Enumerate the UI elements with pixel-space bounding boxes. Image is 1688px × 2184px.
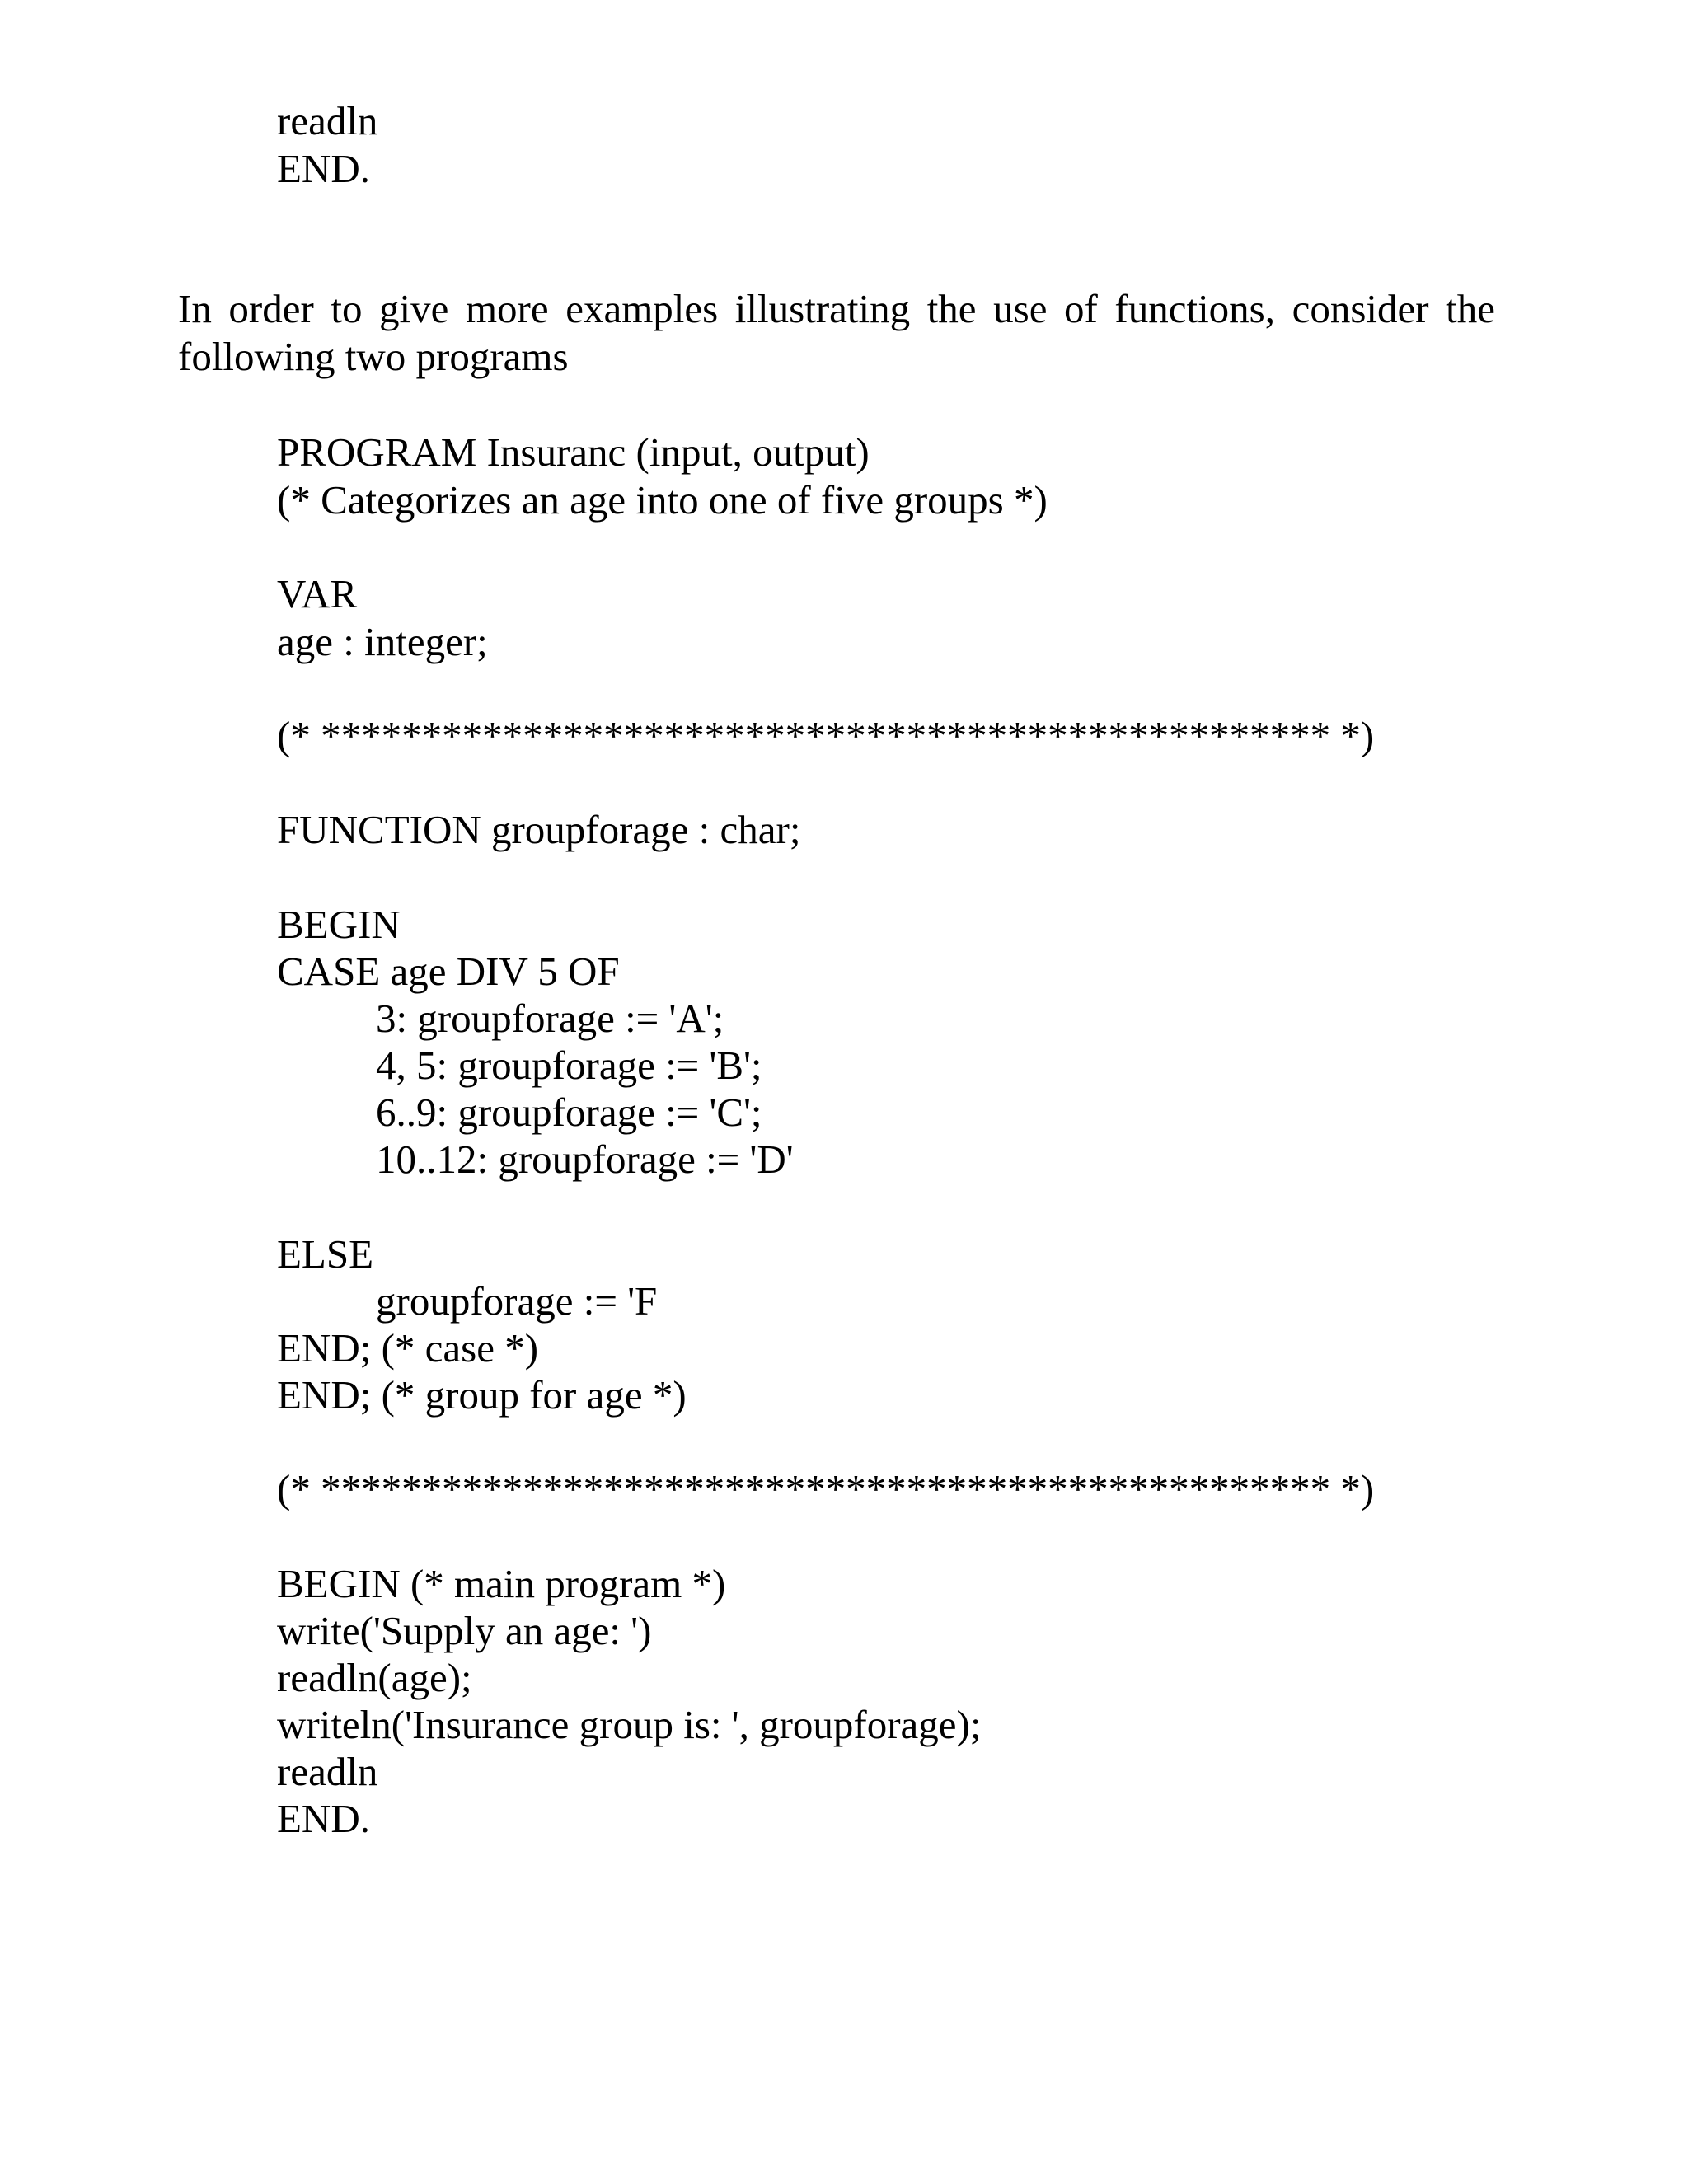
main-code-line: writeln('Insurance group is: ', groupforage); (277, 1702, 982, 1747)
case-item: 4, 5: groupforage := 'B'; (376, 1043, 762, 1088)
code-line-end: END. (277, 146, 370, 191)
case-line: CASE age DIV 5 OF (277, 949, 620, 994)
else-statement: groupforage := 'F (376, 1278, 658, 1324)
main-code-line: write('Supply an age: ') (277, 1608, 652, 1653)
case-item: 3: groupforage := 'A'; (376, 996, 724, 1041)
main-begin-line: BEGIN (* main program *) (277, 1561, 726, 1606)
code-line-readln: readln (277, 98, 378, 143)
program-header: PROGRAM Insuranc (input, output) (277, 429, 870, 475)
main-code-line: END. (277, 1796, 370, 1841)
function-declaration: FUNCTION groupforage : char; (277, 807, 801, 852)
end-function-line: END; (* group for age *) (277, 1372, 687, 1418)
case-item: 6..9: groupforage := 'C'; (376, 1090, 762, 1135)
case-item: 10..12: groupforage := 'D' (376, 1137, 794, 1182)
main-code-line: readln(age); (277, 1655, 472, 1700)
else-keyword: ELSE (277, 1231, 374, 1277)
program-comment: (* Categorizes an age into one of five groups *) (277, 477, 1048, 523)
intro-paragraph: In order to give more examples illustrating the use of functions, consider the following two programs (178, 286, 1495, 379)
main-code-line: readln (277, 1749, 378, 1794)
comment-separator: (* ************************************************** *) (277, 1466, 1375, 1511)
comment-separator: (* ************************************************** *) (277, 713, 1375, 758)
var-declaration: age : integer; (277, 619, 488, 664)
end-case-line: END; (* case *) (277, 1325, 539, 1371)
begin-keyword: BEGIN (277, 902, 401, 947)
var-keyword: VAR (277, 571, 358, 616)
